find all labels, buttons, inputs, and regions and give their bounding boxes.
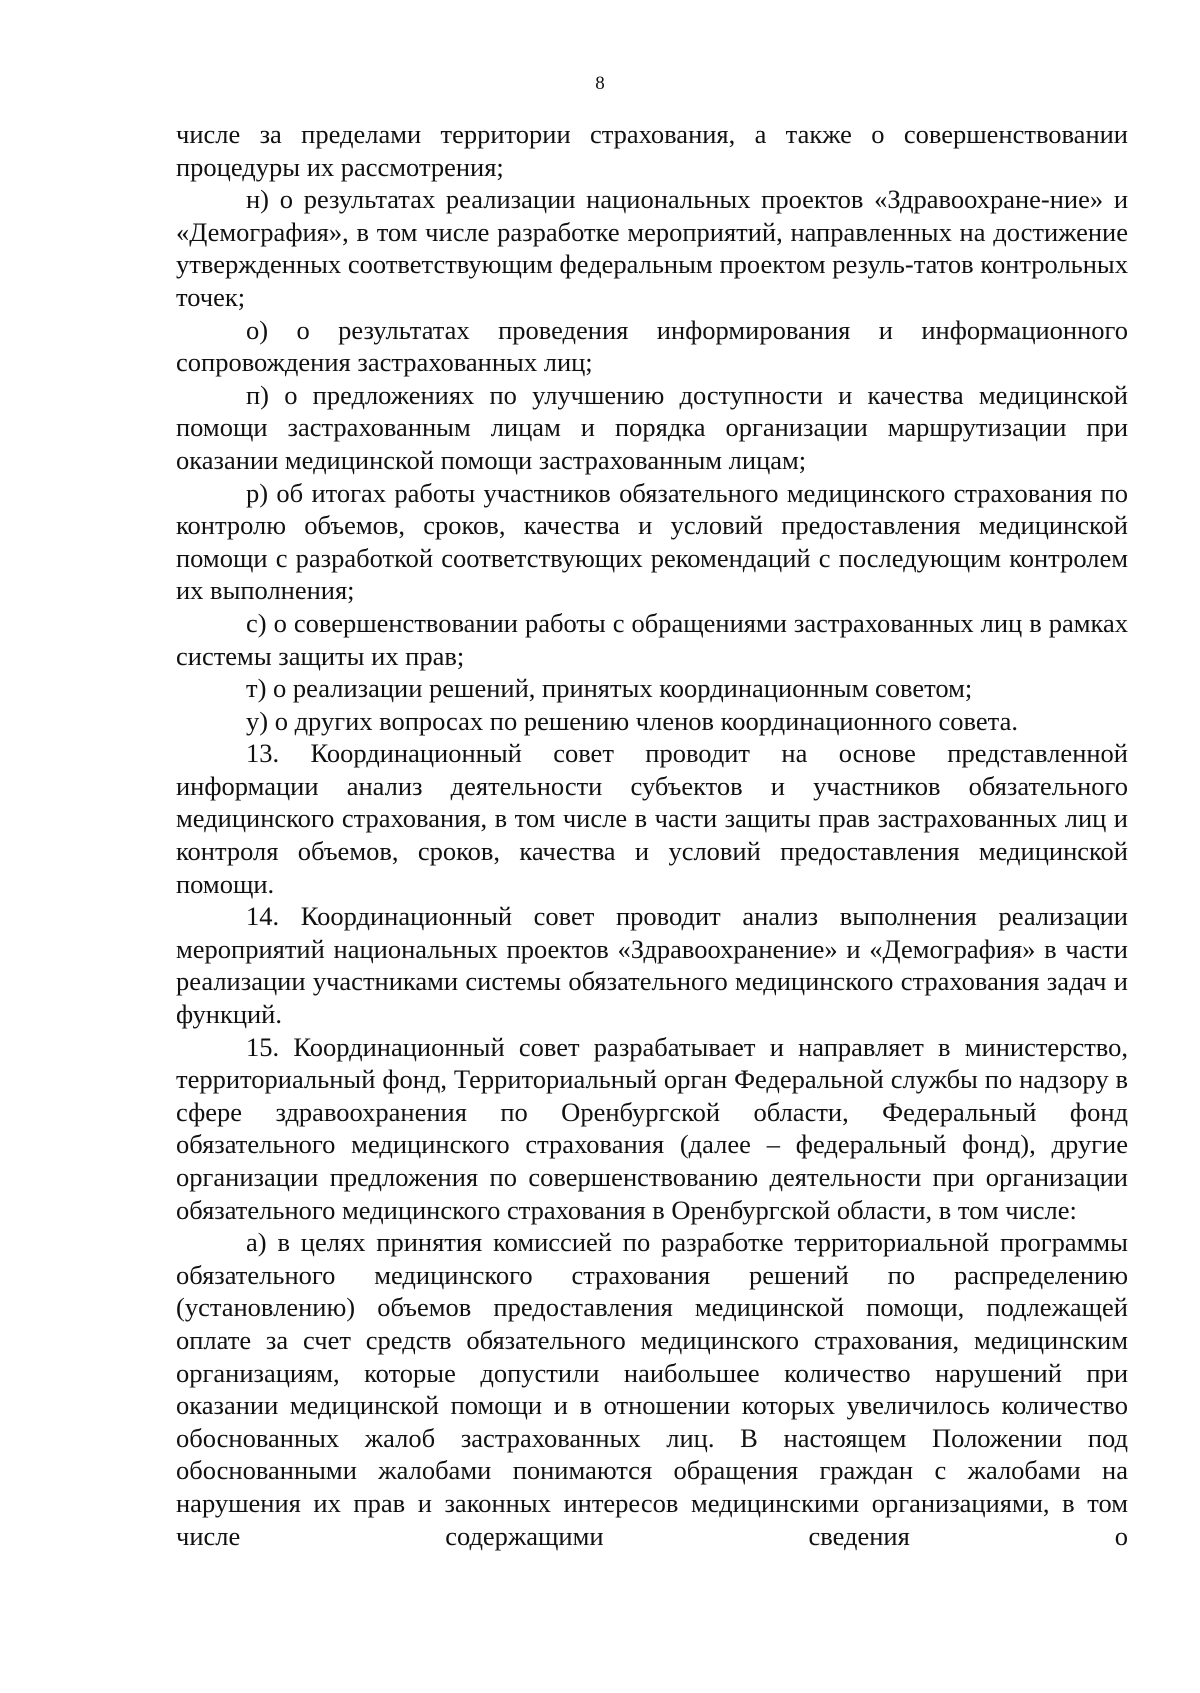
paragraph-item-r: р) об итогах работы участников обязательного медицинского страхования по контролю объемов, сроков, качества и условий предоставления медицинской помощи с разработкой соответствующих рекомендаций с последующим контролем их выполнения; (176, 477, 1128, 606)
paragraph-clause-13: 13. Координационный совет проводит на основе представленной информации анализ деятельности субъектов и участников обязательного медицинского страхования, в том числе в части защиты прав застрахованных лиц и контроля объемов, сроков, качества и условий предоставления медицинской помощи. (176, 738, 1128, 899)
paragraph-item-p: п) о предложениях по улучшению доступности и качества медицинской помощи застрахованным лицам и порядка организации маршрутизации при оказании медицинской помощи застрахованным лицам; (176, 379, 1128, 475)
paragraph-clause-14: 14. Координационный совет проводит анализ выполнения реализации мероприятий национальных проектов «Здравоохранение» и «Демография» в части реализации участниками системы обязательного медицинского страхования задач и функций. (176, 901, 1128, 1030)
paragraph-item-n: н) о результатах реализации национальных проектов «Здравоохране-ние» и «Демография», в том числе разработке мероприятий, направленных на достижение утвержденных соответствующим федеральным проектом резуль-татов контрольных точек; (176, 184, 1128, 312)
paragraph-item-o: о) о результатах проведения информирования и информационного сопровождения застрахованных лиц; (176, 314, 1128, 378)
paragraph-item-u: у) о других вопросах по решению членов координационного совета. (246, 705, 1018, 736)
paragraph-item-t: т) о реализации решений, принятых координационным советом; (246, 673, 973, 704)
document-body (176, 118, 1128, 1552)
paragraph-clause-15: 15. Координационный совет разрабатывает и направляет в министерство, территориальный фонд, Территориальный орган Федеральной службы по надзору в сфере здравоохранения по Оренбургской области, Федеральный фонд обязательного медицинского страхования (далее – федеральный фонд), другие организации предложения по совершенствованию деятельности при организации обязательного медицинского страхования в Оренбургской области, в том числе: (176, 1031, 1128, 1225)
paragraph-continuation: числе за пределами территории страхования, а также о совершенствовании процедуры их рассмотрения; (176, 119, 1128, 182)
page-number: 8 (595, 73, 605, 94)
paragraph-item-a: а) в целях принятия комиссией по разработке территориальной программы обязательного медицинского страхования решений по распределению (установлению) объемов предоставления медицинской помощи, подлежащей оплате за счет средств обязательного медицинского страхования, медицинским организациям, которые допустили наибольшее количество нарушений при оказании медицинской помощи и в отношении которых увеличилось количество обоснованных жалоб застрахованных лиц. В настоящем Положении под обоснованными жалобами понимаются обращения граждан с жалобами на нарушения их прав и законных интересов медицинскими организациями, в том числе содержащими сведения о (176, 1227, 1128, 1551)
paragraph-item-s: с) о совершенствовании работы с обращениями застрахованных лиц в рамках системы защиты их прав; (176, 607, 1128, 671)
